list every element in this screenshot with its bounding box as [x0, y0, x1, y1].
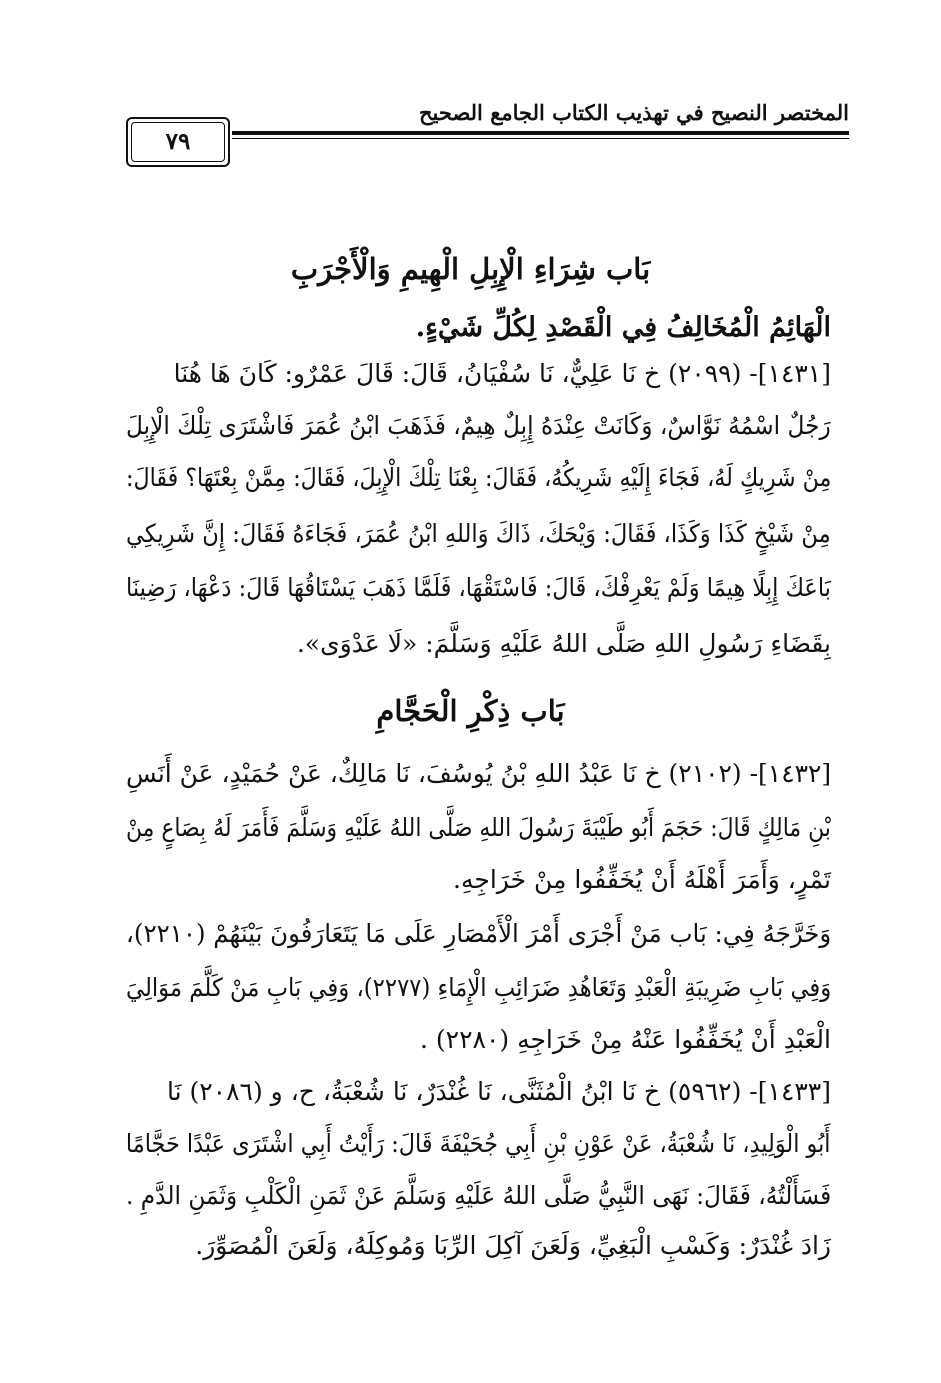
header-rule-thin [232, 138, 849, 139]
text-line: [١٤٣٣]- (٥٩٦٢) خ نَا ابْنُ الْمُثَنَّى، نَا غُنْدَرٌ، نَا شُعْبَةُ، ح، و (٢٠٨٦) نَا [166, 1077, 831, 1106]
running-header-title: المختصر النصيح في تهذيب الكتاب الجامع الصحيح [419, 100, 849, 125]
text-line: [١٤٣٢]- (٢١٠٢) خ نَا عَبْدُ اللهِ بْنُ يُوسُفَ، نَا مَالِكٌ، عَنْ حُمَيْدٍ، عَنْ أَنَسِ [125, 759, 831, 788]
text-line: مِنْ شَرِيكٍ لَهُ، فَجَاءَ إِلَيْهِ شَرِيكُهُ، فَقَالَ: بِعْنَا تِلْكَ الْإِبِلَ، فَقَالَ: مِمَّنْ بِعْتَهَا؟ فَقَالَ: [125, 463, 831, 492]
text-line: زَادَ غُنْدَرٌ: وَكَسْبِ الْبَغِيِّ، وَلَعَنَ آكِلَ الرِّبَا وَمُوكِلَهُ، وَلَعَنَ الْمُصَوِّرَ. [195, 1231, 831, 1260]
text-line: وَخَرَّجَهُ فِي: بَاب مَنْ أَجْرَى أَمْرَ الْأَمْصَارِ عَلَى مَا يَتَعَارَفُونَ بَيْنَهُمْ (٢٢١٠)، [125, 919, 831, 948]
text-line: فَسَأَلْتُهُ، فَقَالَ: نَهَى النَّبِيُّ صَلَّى اللهُ عَلَيْهِ وَسَلَّمَ عَنْ ثَمَنِ الْكَلْبِ وَثَمَنِ الدَّمِ . [125, 1181, 831, 1210]
page-number-frame [126, 117, 230, 167]
chapter-heading-cupper: بَاب ذِكْرِ الْحَجَّامِ [376, 694, 565, 728]
text-line: أَبُو الْوَلِيدِ، نَا شُعْبَةُ، عَنْ عَوْنِ بْنِ أَبِي جُحَيْفَةَ قَالَ: رَأَيْتُ أَبِي اشْتَرَى عَبْدًا حَجَّامًا [126, 1129, 831, 1158]
text-line: رَجُلٌ اسْمُهُ نَوَّاسٌ، وَكَانَتْ عِنْدَهُ إِبِلٌ هِيمٌ، فَذَهَبَ ابْنُ عُمَرَ فَاشْتَرَى تِلْكَ الْإِبِلَ [126, 411, 831, 440]
text-line: بِقَضَاءِ رَسُولِ اللهِ صَلَّى اللهُ عَلَيْهِ وَسَلَّمَ: «لَا عَدْوَى». [296, 629, 831, 658]
text-line: الْعَبْدِ أَنْ يُخَفِّفُوا عَنْهُ مِنْ خَرَاجِهِ (٢٢٨٠) . [420, 1025, 831, 1054]
header-rule-thick [232, 131, 849, 135]
text-line: بَاعَكَ إِبِلًا هِيمًا وَلَمْ يَعْرِفْكَ، قَالَ: فَاسْتَقْهَا، فَلَمَّا ذَهَبَ يَسْتَاقُهَا قَالَ: دَعْهَا، رَضِينَا [126, 573, 831, 602]
page-number: ٧٩ [165, 128, 191, 155]
text-line: بْنِ مَالِكٍ قَالَ: حَجَمَ أَبُو طَيْبَةَ رَسُولَ اللهِ صَلَّى اللهُ عَلَيْهِ وَسَلَّمَ فَأَمَرَ لَهُ بِصَاعٍ مِنْ [126, 813, 831, 842]
text-line: مِنْ شَيْخٍ كَذَا وَكَذَا، فَقَالَ: وَيْحَكَ، ذَاكَ وَاللهِ ابْنُ عُمَرَ، فَجَاءَهُ فَقَالَ: إِنَّ شَرِيكِي [126, 519, 831, 548]
text-line: تَمْرٍ، وَأَمَرَ أَهْلَهُ أَنْ يُخَفِّفُوا مِنْ خَرَاجِهِ. [453, 865, 831, 894]
text-line: وَفِي بَابِ ضَرِيبَةِ الْعَبْدِ وَتَعَاهُدِ ضَرَائِبِ الْإِمَاءِ (٢٢٧٧)، وَفِي بَابِ مَنْ كَلَّمَ مَوَالِيَ [125, 973, 831, 1002]
chapter-heading-camels: بَاب شِرَاءِ الْإِبِلِ الْهِيمِ وَالْأَجْرَبِ [290, 252, 651, 286]
text-line: [١٤٣١]- (٢٠٩٩) خ نَا عَلِيٌّ، نَا سُفْيَانُ، قَالَ: قَالَ عَمْرٌو: كَانَ هَا هُنَا [173, 359, 831, 388]
chapter-subheading: الْهَائِمُ الْمُخَالِفُ فِي الْقَصْدِ لِكُلِّ شَيْءٍ. [415, 312, 831, 343]
